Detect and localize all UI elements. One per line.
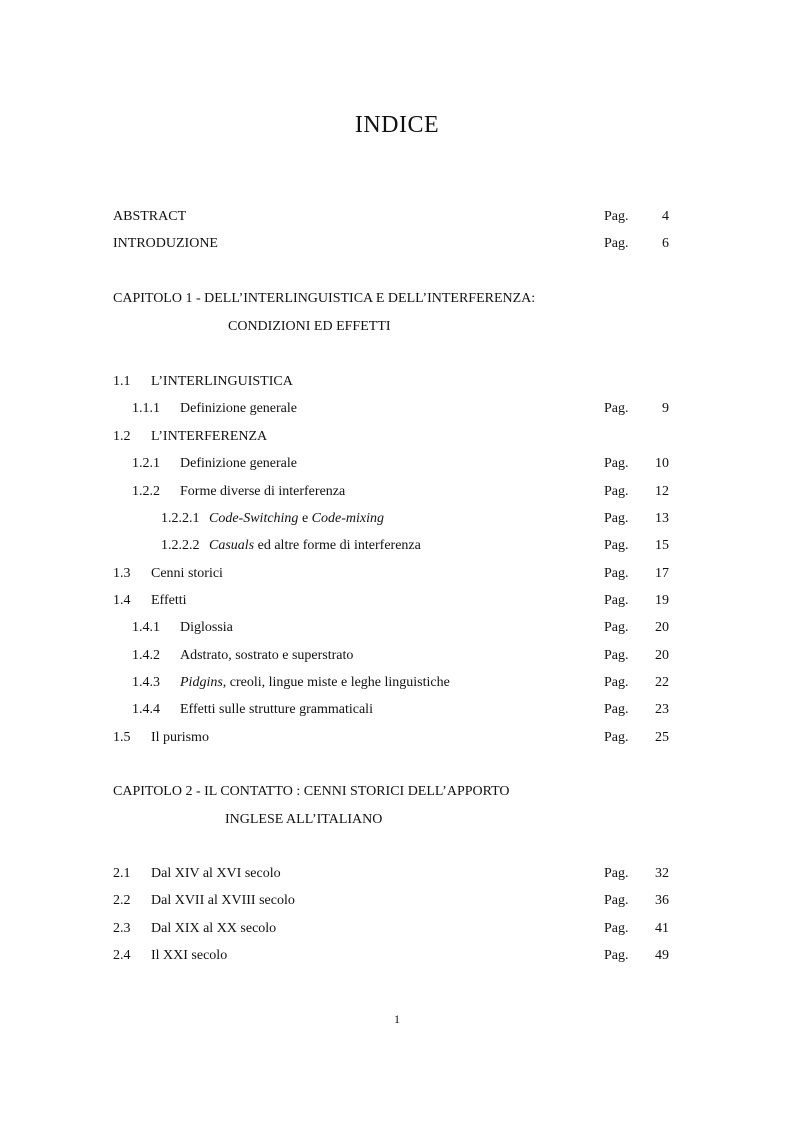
toc-entry[interactable] [113, 862, 669, 886]
toc-entry-introduzione[interactable] [113, 232, 669, 256]
toc-label-italic: Casuals [209, 538, 255, 553]
toc-page-number: 17 [655, 566, 669, 581]
toc-page-number: 41 [655, 921, 669, 936]
toc-entry[interactable] [113, 534, 669, 558]
toc-label-italic: Code-mixing [311, 511, 384, 526]
toc-label: Definizione generale [180, 401, 297, 416]
toc-pag-label: Pag. [604, 593, 629, 608]
toc-pag-label: Pag. [604, 893, 629, 908]
toc-label-plain: , creoli, lingue miste e leghe linguistiche [222, 675, 450, 690]
toc-page-number: 32 [655, 866, 669, 881]
toc-page-number: 49 [655, 948, 669, 963]
toc-page-number: 36 [655, 893, 669, 908]
toc-page-number: 4 [662, 209, 669, 224]
toc-pag-label: Pag. [604, 730, 629, 745]
toc-entry[interactable] [113, 889, 669, 913]
toc-section-number: 1.2.1 [132, 456, 160, 471]
toc-label: ABSTRACT [113, 209, 187, 224]
toc-label: Diglossia [180, 620, 233, 635]
toc-entry[interactable] [113, 480, 669, 504]
toc-label: Il purismo [151, 730, 209, 745]
toc-pag-label: Pag. [604, 948, 629, 963]
toc-pag-label: Pag. [604, 209, 629, 224]
toc-label: Il XXI secolo [151, 948, 228, 963]
chapter-1-heading-line2[interactable]: CONDIZIONI ED EFFETTI [228, 319, 391, 334]
toc-page-number: 12 [655, 484, 669, 499]
chapter-2-heading-line2[interactable]: INGLESE ALL’ITALIANO [225, 812, 383, 827]
toc-entry[interactable] [113, 452, 669, 476]
toc-pag-label: Pag. [604, 921, 629, 936]
toc-page-number: 20 [655, 648, 669, 663]
toc-section-number: 1.4.2 [132, 648, 160, 663]
toc-label: Dal XIV al XVI secolo [151, 866, 281, 881]
toc-label-plain: ed altre forme di interferenza [254, 538, 421, 553]
toc-section-number: 2.3 [113, 921, 131, 936]
toc-entry[interactable] [113, 698, 669, 722]
toc-page-number: 6 [662, 236, 669, 251]
toc-section-number: 1.4 [113, 593, 131, 608]
toc-entry[interactable] [113, 726, 669, 750]
toc-section-number: 2.1 [113, 866, 131, 881]
toc-entry-abstract[interactable] [113, 205, 669, 229]
toc-page-number: 9 [662, 401, 669, 416]
toc-page-number: 22 [655, 675, 669, 690]
toc-entry[interactable] [113, 370, 669, 394]
page-title: INDICE [354, 112, 440, 138]
toc-entry[interactable] [113, 589, 669, 613]
toc-page-number: 15 [655, 538, 669, 553]
toc-label [209, 534, 421, 558]
toc-pag-label: Pag. [604, 648, 629, 663]
toc-entry[interactable] [113, 671, 669, 695]
toc-pag-label: Pag. [604, 675, 629, 690]
toc-pag-label: Pag. [604, 620, 629, 635]
toc-label: Dal XIX al XX secolo [151, 921, 277, 936]
toc-entry[interactable] [113, 425, 669, 449]
toc-label: Effetti [151, 593, 187, 608]
toc-label: Definizione generale [180, 456, 297, 471]
toc-label: L’INTERFERENZA [151, 429, 268, 444]
toc-pag-label: Pag. [604, 456, 629, 471]
toc-pag-label: Pag. [604, 566, 629, 581]
toc-section-number: 2.4 [113, 948, 131, 963]
toc-page-number: 23 [655, 702, 669, 717]
toc-section-number: 1.4.3 [132, 675, 160, 690]
toc-section-number: 2.2 [113, 893, 131, 908]
toc-label: Forme diverse di interferenza [180, 484, 346, 499]
toc-entry[interactable] [113, 397, 669, 421]
toc-pag-label: Pag. [604, 511, 629, 526]
chapter-1-heading-line1[interactable]: CAPITOLO 1 - DELL’INTERLINGUISTICA E DELL’INTERFERENZA: [113, 291, 536, 306]
toc-section-number: 1.2 [113, 429, 131, 444]
toc-label-plain: e [298, 511, 312, 526]
toc-pag-label: Pag. [604, 484, 629, 499]
toc-page-number: 10 [655, 456, 669, 471]
toc-label: Effetti sulle strutture grammaticali [180, 702, 373, 717]
page-number-footer: 1 [394, 1012, 400, 1026]
toc-label-italic: Code-Switching [209, 511, 299, 526]
toc-entry[interactable] [113, 917, 669, 941]
toc-entry[interactable] [113, 944, 669, 968]
toc-label-italic: Pidgins [180, 675, 223, 690]
toc-section-number: 1.1 [113, 374, 131, 389]
toc-entry[interactable] [113, 644, 669, 668]
toc-label: Adstrato, sostrato e superstrato [180, 648, 354, 663]
toc-pag-label: Pag. [604, 538, 629, 553]
toc-section-number: 1.1.1 [132, 401, 160, 416]
toc-section-number: 1.2.2.2 [161, 538, 200, 553]
toc-section-number: 1.2.2.1 [161, 511, 200, 526]
toc-pag-label: Pag. [604, 866, 629, 881]
toc-label [180, 671, 450, 695]
toc-pag-label: Pag. [604, 702, 629, 717]
toc-pag-label: Pag. [604, 401, 629, 416]
toc-page-number: 25 [655, 730, 669, 745]
toc-section-number: 1.4.4 [132, 702, 160, 717]
toc-entry[interactable] [113, 616, 669, 640]
toc-section-number: 1.4.1 [132, 620, 160, 635]
toc-section-number: 1.3 [113, 566, 131, 581]
toc-entry[interactable] [113, 562, 669, 586]
toc-label: L’INTERLINGUISTICA [151, 374, 293, 389]
toc-label: INTRODUZIONE [113, 236, 218, 251]
toc-section-number: 1.2.2 [132, 484, 160, 499]
toc-label [209, 507, 384, 531]
toc-label: Dal XVII al XVIII secolo [151, 893, 295, 908]
toc-entry[interactable] [113, 507, 669, 531]
toc-page-number: 19 [655, 593, 669, 608]
toc-page-number: 20 [655, 620, 669, 635]
toc-section-number: 1.5 [113, 730, 131, 745]
chapter-2-heading-line1[interactable]: CAPITOLO 2 - IL CONTATTO : CENNI STORICI DELL’APPORTO [113, 784, 510, 799]
toc-label: Cenni storici [151, 566, 223, 581]
toc-pag-label: Pag. [604, 236, 629, 251]
toc-page-number: 13 [655, 511, 669, 526]
